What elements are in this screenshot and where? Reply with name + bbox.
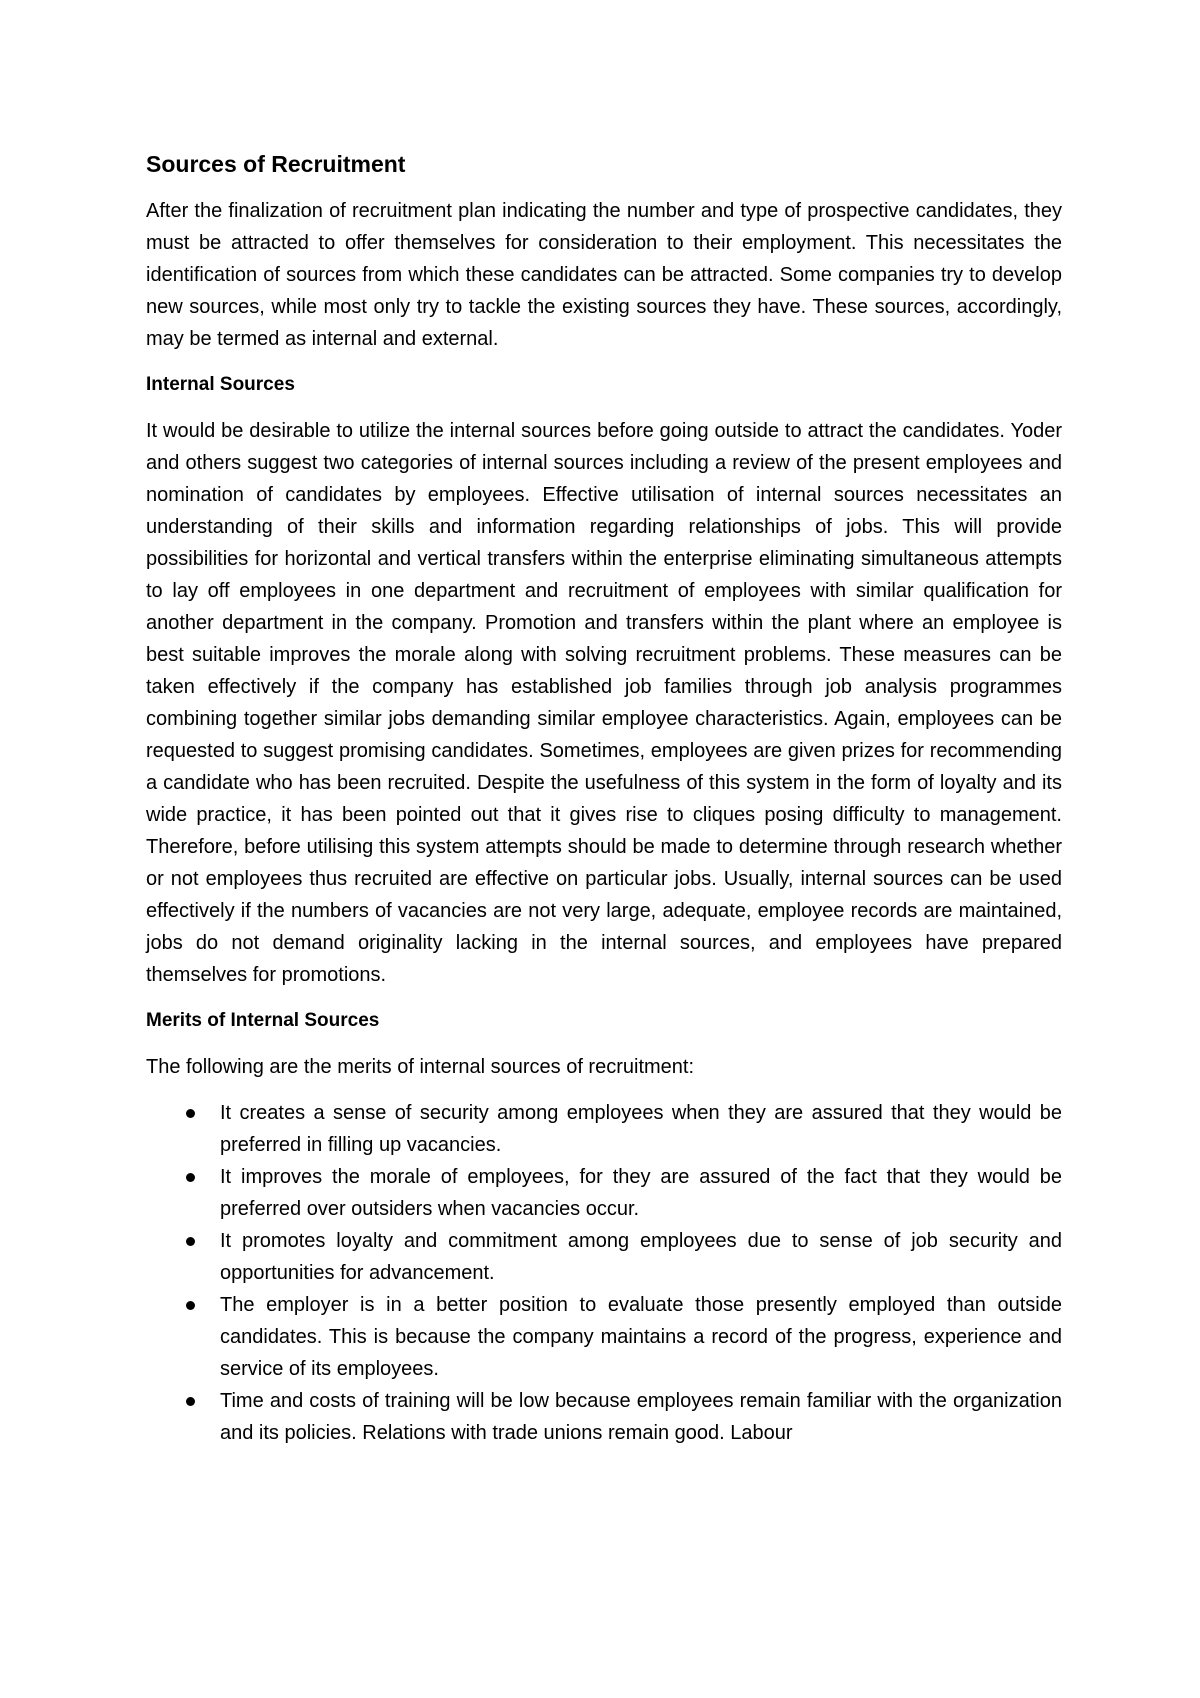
document-page [146,148,1062,1449]
list-item [146,1289,1062,1385]
list-item-text: Time and costs of training will be low because employees remain familiar with the organization and its policies. Relations with trade unions remain good. Labour [220,1390,1062,1444]
list-item [146,1161,1062,1225]
merits-heading: Merits of Internal Sources [146,1010,380,1031]
bullet-icon [186,1397,195,1406]
bullet-icon [186,1301,195,1310]
list-item-text: It promotes loyalty and commitment among employees due to sense of job security and opportunities for advancement. [220,1230,1062,1284]
internal-sources-paragraph: It would be desirable to utilize the internal sources before going outside to attract the candidates. Yoder and others suggest two categories of internal sources including a review of the present employees and nomination of candidates by employees. Effective utilisation of internal sources necessitates an understanding of their skills and information regarding relationships of jobs. This will provide possibilities for horizontal and vertical transfers within the enterprise eliminating simultaneous attempts to lay off employees in one department and recruitment of employees with similar qualification for another department in the company. Promotion and transfers within the plant where an employee is best suitable improves the morale along with solving recruitment problems. These measures can be taken effectively if the company has established job families through job analysis programmes combining together similar jobs demanding similar employee characteristics. Again, employees can be requested to suggest promising candidates. Sometimes, employees are given prizes for recommending a candidate who has been recruited. Despite the usefulness of this system in the form of loyalty and its wide practice, it has been pointed out that it gives rise to cliques posing difficulty to management. Therefore, before utilising this system attempts should be made to determine through research whether or not employees thus recruited are effective on particular jobs. Usually, internal sources can be used effectively if the numbers of vacancies are not very large, adequate, employee records are maintained, jobs do not demand originality lacking in the internal sources, and employees have prepared themselves for promotions. [146,420,1062,986]
list-item-text: It improves the morale of employees, for they are assured of the fact that they would be preferred over outsiders when vacancies occur. [220,1166,1062,1220]
list-item [146,1225,1062,1289]
list-item [146,1385,1062,1449]
list-item-text: The employer is in a better position to evaluate those presently employed than outside candidates. This is because the company maintains a record of the progress, experience and service of its employees. [220,1294,1062,1380]
bullet-icon [186,1237,195,1246]
bullet-icon [186,1109,195,1118]
bullet-icon [186,1173,195,1182]
merits-intro-paragraph: The following are the merits of internal sources of recruitment: [146,1056,695,1078]
intro-paragraph: After the finalization of recruitment plan indicating the number and type of prospective candidates, they must be attracted to offer themselves for consideration to their employment. This necessitates the identification of sources from which these candidates can be attracted. Some companies try to develop new sources, while most only try to tackle the existing sources they have. These sources, accordingly, may be termed as internal and external. [146,200,1062,350]
list-item [146,1097,1062,1161]
internal-sources-heading: Internal Sources [146,374,295,395]
merits-list [146,1097,1062,1449]
page-title: Sources of Recruitment [146,151,406,177]
list-item-text: It creates a sense of security among employees when they are assured that they would be preferred in filling up vacancies. [220,1102,1062,1156]
